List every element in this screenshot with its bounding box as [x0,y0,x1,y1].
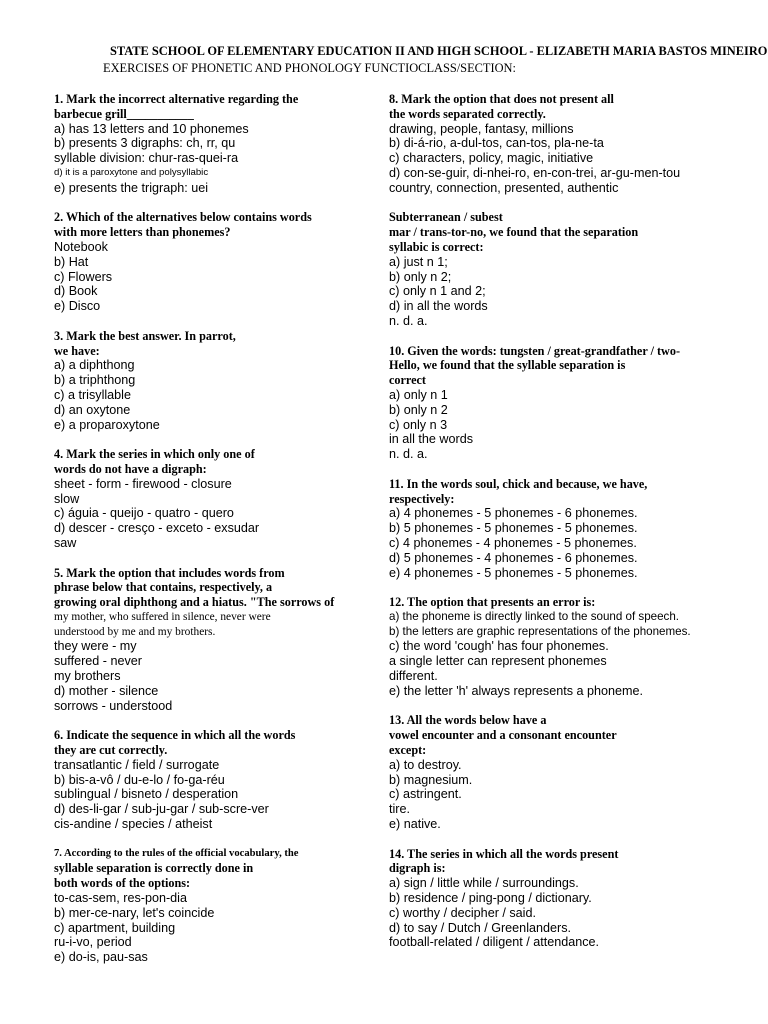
answer-option: suffered - never [54,654,142,669]
question-text: the words separated correctly. [389,106,546,121]
right-question-column [389,92,729,965]
answer-option: my mother, who suffered in silence, never were [54,610,271,623]
question-block [389,595,729,699]
answer-option: syllable division: chur-ras-quei-ra [54,151,239,166]
answer-option: n. d. a. [389,447,428,462]
answer-option: c) águia - queijo - quatro - quero [54,506,234,521]
question-text: digraph is: [389,861,446,876]
question-text: barbecue grill___________ [54,106,194,121]
answer-option: football-related / diligent / attendance. [389,935,600,950]
answer-option: d) 5 phonemes - 4 phonemes - 6 phonemes. [389,550,638,565]
question-block [54,210,354,314]
answer-option: b) residence / ping-pong / dictionary. [389,891,592,906]
answer-option: e) 4 phonemes - 5 phonemes - 5 phonemes. [389,565,638,580]
answer-option: ru-i-vo, period [54,935,132,950]
answer-option: a single letter can represent phonemes [389,654,607,669]
answer-option: they were - my [54,639,137,654]
school-title: STATE SCHOOL OF ELEMENTARY EDUCATION II AND HIGH SCHOOL - ELIZABETH MARIA BASTOS MINEIRO [110,44,768,58]
answer-option: c) 4 phonemes - 4 phonemes - 5 phonemes. [389,535,637,550]
question-text: 4. Mark the series in which only one of [54,447,255,462]
exercise-subtitle: EXERCISES OF PHONETIC AND PHONOLOGY FUNCTIOCLASS/SECTION: [103,61,516,75]
answer-option: transatlantic / field / surrogate [54,757,220,772]
answer-option: understood by me and my brothers. [54,625,216,638]
question-text: 2. Which of the alternatives below contains words [54,210,312,225]
answer-option: b) magnesium. [389,772,473,787]
answer-option: a) has 13 letters and 10 phonemes [54,121,249,136]
answer-option: c) only n 1 and 2; [389,284,486,299]
question-text: vowel encounter and a consonant encounter [389,728,617,743]
question-text: 12. The option that presents an error is: [389,595,596,610]
question-text: syllable separation is correctly done in [54,861,254,876]
answer-option: n. d. a. [389,313,428,328]
answer-option: c) astringent. [389,787,462,802]
answer-option: a) just n 1; [389,254,448,269]
question-block [389,477,729,581]
question-text: 10. Given the words: tungsten / great-grandfather / two- [389,343,681,358]
answer-option: c) apartment, building [54,920,176,935]
answer-option: slow [54,491,80,506]
answer-option: d) mother - silence [54,683,159,698]
question-text: growing oral diphthong and a hiatus. "The sorrows of [54,595,335,610]
question-text: both words of the options: [54,876,191,891]
question-block [54,728,354,832]
answer-option: c) only n 3 [389,417,448,432]
question-text: respectively: [389,491,455,506]
answer-option: c) worthy / decipher / said. [389,905,536,920]
answer-option: a) the phoneme is directly linked to the sound of speech. [389,609,680,623]
answer-option: d) in all the words [389,299,488,314]
answer-option: c) a trisyllable [54,387,131,402]
question-block [389,847,729,951]
left-question-column [54,92,354,980]
question-block [389,344,729,462]
answer-option: country, connection, presented, authentic [389,180,619,195]
question-text: 14. The series in which all the words present [389,846,619,861]
question-block [389,92,729,196]
answer-option: b) only n 2; [389,269,452,284]
answer-option: different. [389,669,438,684]
question-text: Hello, we found that the syllable separation is [389,358,626,373]
answer-option: b) the letters are graphic representations of the phonemes. [389,624,691,638]
question-text: 7. According to the rules of the official vocabulary, the [54,847,299,859]
answer-option: b) only n 2 [389,402,448,417]
question-block [54,329,354,433]
question-text: words do not have a digraph: [54,461,207,476]
answer-option: e) the letter 'h' always represents a phoneme. [389,683,644,698]
answer-option: b) mer-ce-nary, let's coincide [54,905,215,920]
question-text: except: [389,743,427,758]
answer-option: e) Disco [54,299,101,314]
question-block [54,847,354,965]
question-text: 3. Mark the best answer. In parrot, [54,328,236,343]
answer-option: a) 4 phonemes - 5 phonemes - 6 phonemes. [389,506,638,521]
answer-option: sorrows - understood [54,698,173,713]
answer-option: sheet - form - firewood - closure [54,476,232,491]
answer-option: b) a triphthong [54,373,136,388]
question-text: syllabic is correct: [389,239,484,254]
answer-option: cis-andine / species / atheist [54,817,213,832]
question-text: they are cut correctly. [54,743,168,758]
question-text: correct [389,373,426,388]
answer-option: saw [54,535,77,550]
answer-option: b) di-á-rio, a-dul-tos, can-tos, pla-ne-ta [389,136,604,151]
question-text: 13. All the words below have a [389,713,547,728]
answer-option: d) descer - cresço - exceto - exsudar [54,521,260,536]
answer-option: a) a diphthong [54,358,135,373]
answer-option: d) it is a paroxytone and polysyllabic [54,166,209,178]
answer-option: Notebook [54,239,108,254]
question-text: 5. Mark the option that includes words from [54,565,285,580]
question-text: 8. Mark the option that does not present all [389,92,614,106]
answer-option: e) native. [389,817,441,832]
answer-option: e) presents the trigraph: uei [54,180,209,195]
answer-option: c) Flowers [54,269,113,284]
answer-option: d) con-se-guir, di-nhei-ro, en-con-trei, ar-gu-men-tou [389,165,681,180]
answer-option: to-cas-sem, res-pon-dia [54,891,187,906]
question-block [389,210,729,328]
answer-option: b) presents 3 digraphs: ch, rr, qu [54,136,236,151]
answer-option: a) to destroy. [389,757,462,772]
question-text: 11. In the words soul, chick and because, we have, [389,476,648,491]
answer-option: b) Hat [54,254,89,269]
answer-option: a) sign / little while / surroundings. [389,876,579,891]
answer-option: c) characters, policy, magic, initiative [389,151,594,166]
question-text: Subterranean / subest [389,210,503,225]
question-text: mar / trans-tor-no, we found that the separation [389,225,639,240]
question-text: with more letters than phonemes? [54,225,231,240]
question-block [389,713,729,831]
question-text: 6. Indicate the sequence in which all the words [54,728,296,743]
answer-option: c) the word 'cough' has four phonemes. [389,639,609,654]
answer-option: drawing, people, fantasy, millions [389,121,574,136]
answer-option: e) a proparoxytone [54,417,160,432]
answer-option: b) bis-a-vô / du-e-lo / fo-ga-réu [54,772,225,787]
answer-option: b) 5 phonemes - 5 phonemes - 5 phonemes. [389,521,638,536]
answer-option: in all the words [389,432,473,447]
answer-option: a) only n 1 [389,387,448,402]
answer-option: d) des-li-gar / sub-ju-gar / sub-scre-ver [54,802,269,817]
answer-option: d) an oxytone [54,402,131,417]
question-text: we have: [54,343,100,358]
question-text: phrase below that contains, respectively, a [54,580,273,595]
answer-option: sublingual / bisneto / desperation [54,787,239,802]
answer-option: tire. [389,802,410,817]
question-text: 1. Mark the incorrect alternative regarding the [54,92,299,106]
question-block [54,92,354,196]
answer-option: d) to say / Dutch / Greenlanders. [389,920,571,935]
answer-option: my brothers [54,669,121,684]
answer-option: e) do-is, pau-sas [54,950,148,965]
question-block [54,566,354,714]
answer-option: d) Book [54,284,98,299]
question-block [54,447,354,551]
